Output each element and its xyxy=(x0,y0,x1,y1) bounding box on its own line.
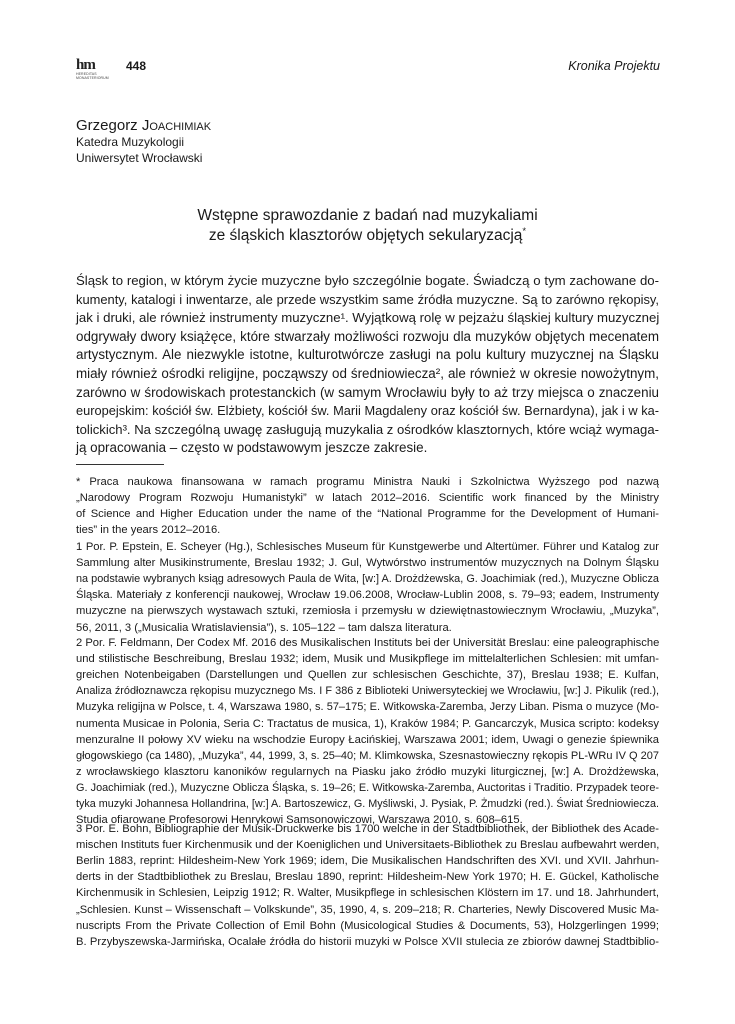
logo-mark: hm xyxy=(76,57,95,73)
author-block xyxy=(76,117,476,166)
footnote-fn3-line: B. Przybyszewska-Jarmińska, Ocalałe źródła do historii muzyki w Polsce XVII stulecia ze zbiorów dawnej Stadtbiblio- xyxy=(76,935,659,948)
footnote-fn1-line: Sammlung alter Musikinstrumente, Breslau 1932; J. Gul, Wytwórstwo instrumentów muzycznych na Dolnym Śląsku xyxy=(76,557,659,570)
author-affiliation-department: Katedra Muzykologii xyxy=(76,135,185,149)
footnote-fn3-line: Kirchenmusik in Schlesien, Leipzig 1912; R. Walter, Musikpflege in schlesischen Klöstern im 17. und 18. Jahrhundert, xyxy=(76,887,659,900)
footnote-fn2-line: Analiza źródłoznawcza rękopisu muzycznego Ms. I F 386 z Biblioteki Uniwersyteckiej we Wrocławiu, [w:] J. Pikulik (red.), xyxy=(76,685,659,698)
footnote-fn2-line: tyka muzyki Johannesa Hollandrina, [w:] A. Bartoszewicz, G. Myśliwski, J. Pysiak, P. Żmudzki (red.). Świat Średniowiecza. xyxy=(76,798,660,810)
body-line: jak i druki, ale również instrumenty muzyczne¹. Wyjątkową rolę w pejzażu śląskiej kultury muzycznej xyxy=(76,310,660,326)
footnote-fn1-line: na podstawie wybranych ksiąg adresowych Paula de Wita, [w:] A. Drożdżewska, G. Joachimiak (red.), Muzyczne Oblicza xyxy=(76,573,659,586)
body-line: europejskim: kościół św. Elżbiety, kościół św. Marii Magdaleny oraz kościół św. Bernardyna), jak i w ka- xyxy=(76,403,659,419)
page-number: 448 xyxy=(126,59,147,73)
author-first-name: Grzegorz xyxy=(76,117,138,134)
footnote-fn3-line: nuscripts From the Private Collection of Emil Bohn (Musicological Studies & Documents, 53), Holzgerlingen 1999; xyxy=(76,919,659,932)
footnote-fn1-line: Śląska. Materiały z konferencji naukowej, Wrocław 19.06.2008, Wrocław-Lublin 2008, s. 79–93; eadem, Instrumenty xyxy=(76,589,659,602)
footnote-separator xyxy=(76,464,164,465)
title-footnote-mark: * xyxy=(522,225,527,237)
article-title-line-1: Wstępne sprawozdanie z badań nad muzykaliami xyxy=(197,207,538,224)
body-line: odgrywały dwory książęce, które stwarzały możliwości rozwoju dla muzyków objętych mecenatem xyxy=(76,328,659,344)
footnote-fn2-line: Studia ofiarowane Profesorowi Henrykowi Samsonowiczowi, Warszawa 2010, s. 608–615. xyxy=(76,814,523,827)
footnote-fn2-line: menzuralne II połowy XV wieku na wschodzie Europy Łacińskiej, Warszawa 2001; idem, Uwagi o genezie śpiewnika xyxy=(76,733,659,746)
body-line: zarówno w środowiskach protestanckich (w samym Wrocławiu były to aż trzy miejsca o znaczeniu xyxy=(76,384,659,400)
footnote-fn2-line: G. Joachimiak (red.), Muzyczne Oblicza Śląska, s. 19–26; E. Witkowska-Zaremba, Auctoritas i Traditio. Przypadek teore- xyxy=(76,781,659,794)
author-name xyxy=(76,117,476,135)
author-affiliation-university: Uniwersytet Wrocławski xyxy=(76,150,203,165)
publisher-logo xyxy=(76,58,110,88)
footnote-star-line: of Science and Higher Education under the name of the “National Programme for the Development of Humani- xyxy=(76,508,659,521)
logo-subtitle: HEREDITAS MONASTERIORUM xyxy=(76,72,109,80)
footnote-fn3-line: mischen Instituts fuer Kirchenmusik und der Koeniglichen und Universitaets-Bibliothek zu Breslau aufbewahrt werden, xyxy=(76,839,660,852)
body-line: kumenty, katalogi i inwentarze, ale przede wszystkim same źródła muzyczne. Są to zarówno rękopisy, xyxy=(76,291,659,307)
footnote-fn1-line: muzyczne na pierwszych wystawach sztuki, rzemiosła i przemysłu w dziewiętnastowiecznym Wrocławiu, „Muzyka”, xyxy=(76,605,659,618)
footnote-star-line: ties” in the years 2012–2016. xyxy=(76,524,221,537)
article-title-line-2 xyxy=(100,226,635,246)
footnote-fn2-line: und stilistische Beschreibung, Breslau 1932; idem, Musik und Musikpflege im mittelalterlichen Schlesien: mit umfan- xyxy=(76,653,659,666)
footnote-fn2-line: z wrocławskiego klasztoru kanoników regularnych na Piasku jako źródło muzyki liturgicznej, [w:] A. Drożdżewska, xyxy=(76,765,659,778)
footnote-fn2-line: numenta Musicae in Polonia, Seria C: Tractatus de musica, 1), Kraków 1984; P. Gancarczyk, Musica scripto: kodeksy xyxy=(76,717,659,730)
footnote-fn2-line: greichen Notenbeigaben (Darstellungen und Quellen zur schlesischen Geschichte, 37), Breslau 1938; E. Kulfan, xyxy=(76,669,659,682)
footnote-fn3-line: 3 Por. E. Bohn, Bibliographie der Musik-Druckwerke bis 1700 welche in der Stadtbibliothek, der Bibliothek des Acade- xyxy=(76,823,659,835)
footnote-fn1-line: 1 Por. P. Epstein, E. Scheyer (Hg.), Schlesisches Museum für Kunstgewerbe und Altertümer. Führer und Katalog zur xyxy=(76,541,659,553)
body-line: ją opracowania – często w podstawowym jeszcze zakresie. xyxy=(76,440,428,456)
footnote-fn3-line: Berlin 1883, reprint: Hildesheim-New York 1969; idem, Die Musikalischen Handschriften des XVI. und XVII. Jahrhun- xyxy=(76,855,659,868)
footnote-star-line: * Praca naukowa finansowana w ramach programu Ministra Nauki i Szkolnictwa Wyższego pod nazwą xyxy=(76,476,659,488)
body-line: tolickich³. Na szczególną uwagę zasługują muzykalia z ośrodków klasztornych, które wciąż wymaga- xyxy=(76,421,659,437)
running-head: Kronika Projektu xyxy=(568,59,660,73)
body-line: Śląsk to region, w którym życie muzyczne było szczególnie bogate. Świadczą o tym zachowane do- xyxy=(76,273,659,288)
author-last-name: Joachimiak xyxy=(141,117,212,134)
footnote-fn3-line: derts in der Stadtbibliothek zu Breslau, Breslau 1890, reprint: Hildesheim-New York 1970; H. E. Gückel, Katholische xyxy=(76,871,659,884)
footnote-star-line: „Narodowy Program Rozwoju Humanistyki” w latach 2012–2016. Scientific work financed by the Ministry xyxy=(76,492,659,505)
body-line: artystycznym. Ale niezwykle istotne, kulturotwórcze zasługi na polu kultury muzycznej na Śląsku xyxy=(76,347,659,363)
article-title-text: ze śląskich klasztorów objętych sekularyzacją xyxy=(208,227,523,244)
footnote-fn1-line: 56, 2011, 3 („Musicalia Wratislaviensia”), s. 105–122 – tam dalsza literatura. xyxy=(76,621,452,634)
footnote-fn2-line: głogowskiego (ca 1480), „Muzyka”, 44, 1999, 3, s. 25–40; M. Klimkowska, Szesnastowieczny rękopis PL-WRu IV Q 207 xyxy=(76,749,659,762)
footnote-fn2-line: Muzyka religijna w Polsce, t. 4, Warszawa 1980, s. 57–175; E. Witkowska-Zaremba, Jerzy Liban. Pisma o muzyce (Mo- xyxy=(76,701,659,714)
body-line: miały również ośrodki religijne, począwszy od średniowiecza², ale również w okresie nowożytnym, xyxy=(76,366,659,381)
footnote-fn3-line: „Schlesien. Kunst – Wissenschaft – Volkskunde”, 35, 1990, 4, s. 209–218; R. Charteries, Newly Discovered Music Ma- xyxy=(76,903,659,916)
footnote-fn2-line: 2 Por. F. Feldmann, Der Codex Mf. 2016 des Musikalischen Instituts bei der Universität Breslau: eine paleographische xyxy=(76,637,660,649)
